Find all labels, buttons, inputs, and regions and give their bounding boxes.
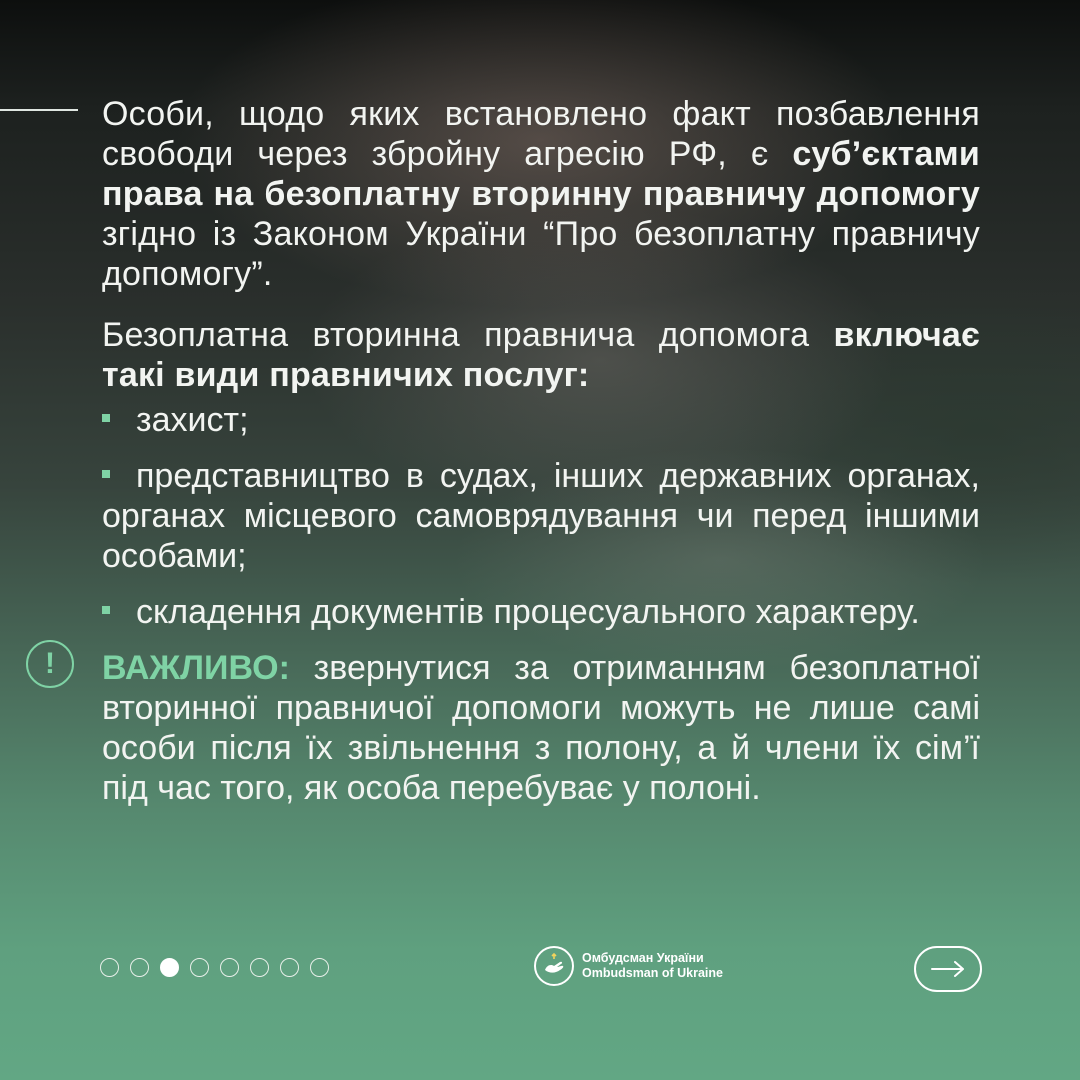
intro-text-1: Особи, щодо яких встановлено факт позбавлення свободи через збройну агресію РФ, є bbox=[102, 95, 980, 173]
arrow-right-icon bbox=[931, 961, 965, 977]
services-lead-text: Безоплатна вторинна правнича допомога bbox=[102, 316, 834, 354]
logo-text bbox=[582, 951, 723, 981]
pagination-dot[interactable] bbox=[220, 958, 239, 977]
intro-paragraph bbox=[102, 94, 980, 294]
pagination-dot[interactable] bbox=[100, 958, 119, 977]
intro-bold: суб’єктами права на безоплатну вторинну правничу допомогу bbox=[102, 135, 980, 213]
list-item bbox=[102, 456, 980, 576]
pagination-dot[interactable] bbox=[190, 958, 209, 977]
intro-text-2: згідно із Законом України “Про безоплатну правничу допомогу”. bbox=[102, 215, 980, 293]
next-slide-button[interactable] bbox=[914, 946, 982, 992]
list-item-text: складення документів процесуального характеру. bbox=[136, 593, 920, 631]
logo-line-en: Ombudsman of Ukraine bbox=[582, 966, 723, 980]
important-note bbox=[102, 648, 980, 808]
list-item bbox=[102, 400, 980, 440]
services-list bbox=[102, 400, 980, 648]
pagination-dots bbox=[100, 958, 329, 977]
ombudsman-logo bbox=[534, 946, 723, 986]
pagination-dot[interactable] bbox=[310, 958, 329, 977]
list-item bbox=[102, 592, 980, 632]
ombudsman-hand-dove-icon bbox=[534, 946, 574, 986]
list-item-text: захист; bbox=[136, 401, 249, 439]
pagination-dot[interactable] bbox=[250, 958, 269, 977]
exclamation-circle-icon: ! bbox=[26, 640, 74, 688]
bullet-icon bbox=[102, 470, 110, 478]
pagination-dot[interactable] bbox=[130, 958, 149, 977]
important-label: ВАЖЛИВО: bbox=[102, 649, 290, 687]
decorative-rule bbox=[0, 109, 78, 111]
bullet-icon bbox=[102, 606, 110, 614]
list-item-text: представництво в судах, інших державних органах, органах місцевого самоврядування чи перед іншими особами; bbox=[102, 457, 980, 575]
important-text: звернутися за отриманням безоплатної вторинної правничої допомоги можуть не лише самі особи після їх звільнення з полону, а й члени їх сім’ї під час того, як особа перебуває у полоні. bbox=[102, 649, 980, 807]
services-lead bbox=[102, 315, 980, 395]
logo-line-ua: Омбудсман України bbox=[582, 951, 704, 965]
pagination-dot-active[interactable] bbox=[160, 958, 179, 977]
services-lead-bold: включає такі види правничих послуг: bbox=[102, 316, 980, 394]
pagination-dot[interactable] bbox=[280, 958, 299, 977]
bullet-icon bbox=[102, 414, 110, 422]
